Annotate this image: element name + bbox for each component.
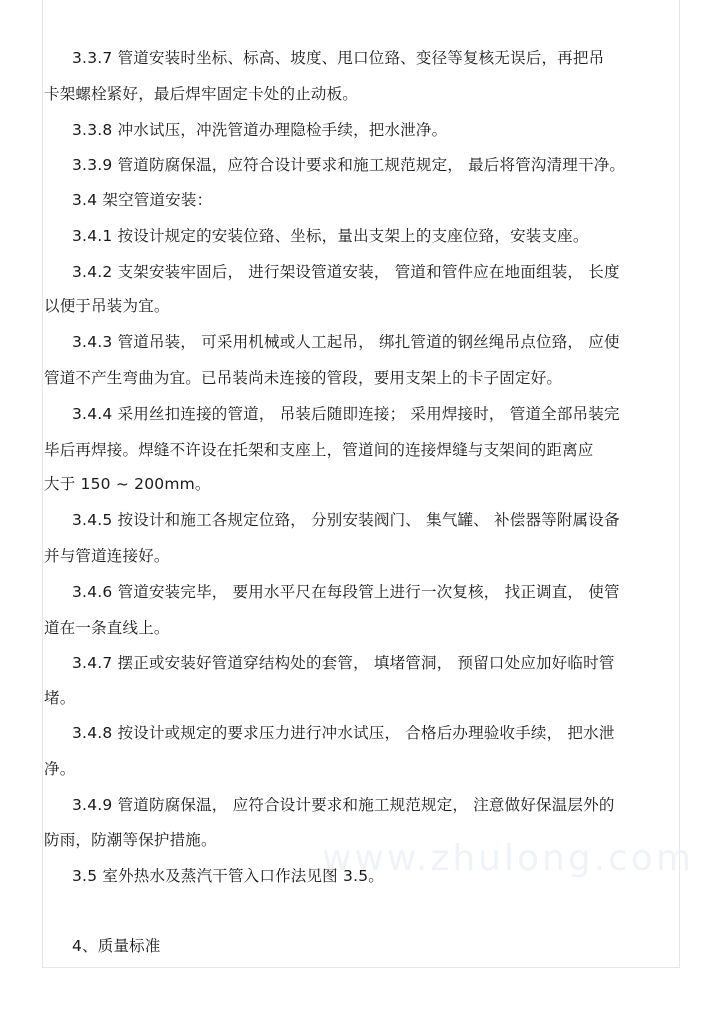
text-line-3-4-7: 3.4.7 摆正或安装好管道穿结构处的套管， 填堵管洞， 预留口处应加好临时管: [72, 654, 615, 672]
text-line-3-4-8: 3.4.8 按设计或规定的要求压力进行冲水试压， 合格后办理验收手续， 把水泄: [72, 724, 615, 742]
text-line-3-4-3: 3.4.3 管道吊装， 可采用机械或人工起吊， 绑扎管道的钢丝绳吊点位臵， 应使: [72, 333, 620, 351]
text-line-3-4-7-cont: 堵。: [44, 689, 76, 707]
text-line-3-5: 3.5 室外热水及蒸汽干管入口作法见图 3.5。: [72, 867, 384, 885]
text-line-3-4-4: 3.4.4 采用丝扣连接的管道， 吊装后随即连接； 采用焊接时， 管道全部吊装完: [72, 405, 620, 423]
text-line-3-4-6-cont: 道在一条直线上。: [44, 619, 170, 637]
text-line-3-3-7-cont: 卡架螺栓紧好，最后焊牢固定卡处的止动板。: [44, 85, 359, 103]
text-line-3-4-6: 3.4.6 管道安装完毕， 要用水平尺在每段管上进行一次复核， 找正调直， 使管: [72, 583, 620, 601]
text-line-3-4-4-cont: 毕后再焊接。焊缝不许设在托架和支座上，管道间的连接焊缝与支架间的距离应: [44, 441, 594, 459]
text-line-3-4-8-cont: 净。: [44, 760, 76, 778]
text-line-3-4-3-cont: 管道不产生弯曲为宜。已吊装尚未连接的管段，要用支架上的卡子固定好。: [44, 369, 563, 387]
text-line-3-3-9: 3.3.9 管道防腐保温，应符合设计要求和施工规范规定， 最后将管沟清理干净。: [72, 156, 626, 174]
text-line-3-3-7: 3.3.7 管道安装时坐标、标高、坡度、甩口位臵、变径等复核无误后，再把吊: [72, 49, 605, 67]
section-heading-quality: 4、质量标准: [72, 937, 161, 955]
text-line-3-4-1: 3.4.1 按设计规定的安装位臵、坐标，量出支架上的支座位臵，安装支座。: [72, 227, 589, 245]
text-line-3-4-2: 3.4.2 支架安装牢固后， 进行架设管道安装， 管道和管件应在地面组装， 长度: [72, 263, 620, 281]
text-line-3-4-2-cont: 以便于吊装为宜。: [44, 297, 170, 315]
text-line-3-4-5-cont: 并与管道连接好。: [44, 547, 170, 565]
text-line-3-4-9-cont: 防雨，防潮等保护措施。: [44, 831, 217, 849]
watermark: www.zhulong.com: [322, 838, 695, 879]
text-line-3-4-4-cont2: 大于 150 ~ 200mm。: [44, 475, 211, 493]
text-line-3-3-8: 3.3.8 冲水试压，冲洗管道办理隐检手续，把水泄净。: [72, 121, 448, 139]
text-line-3-4-9: 3.4.9 管道防腐保温， 应符合设计要求和施工规范规定， 注意做好保温层外的: [72, 796, 615, 814]
section-heading-3-4: 3.4 架空管道安装：: [72, 191, 213, 209]
text-line-3-4-5: 3.4.5 按设计和施工各规定位臵， 分别安装阀门、 集气罐、 补偿器等附属设备: [72, 511, 620, 529]
